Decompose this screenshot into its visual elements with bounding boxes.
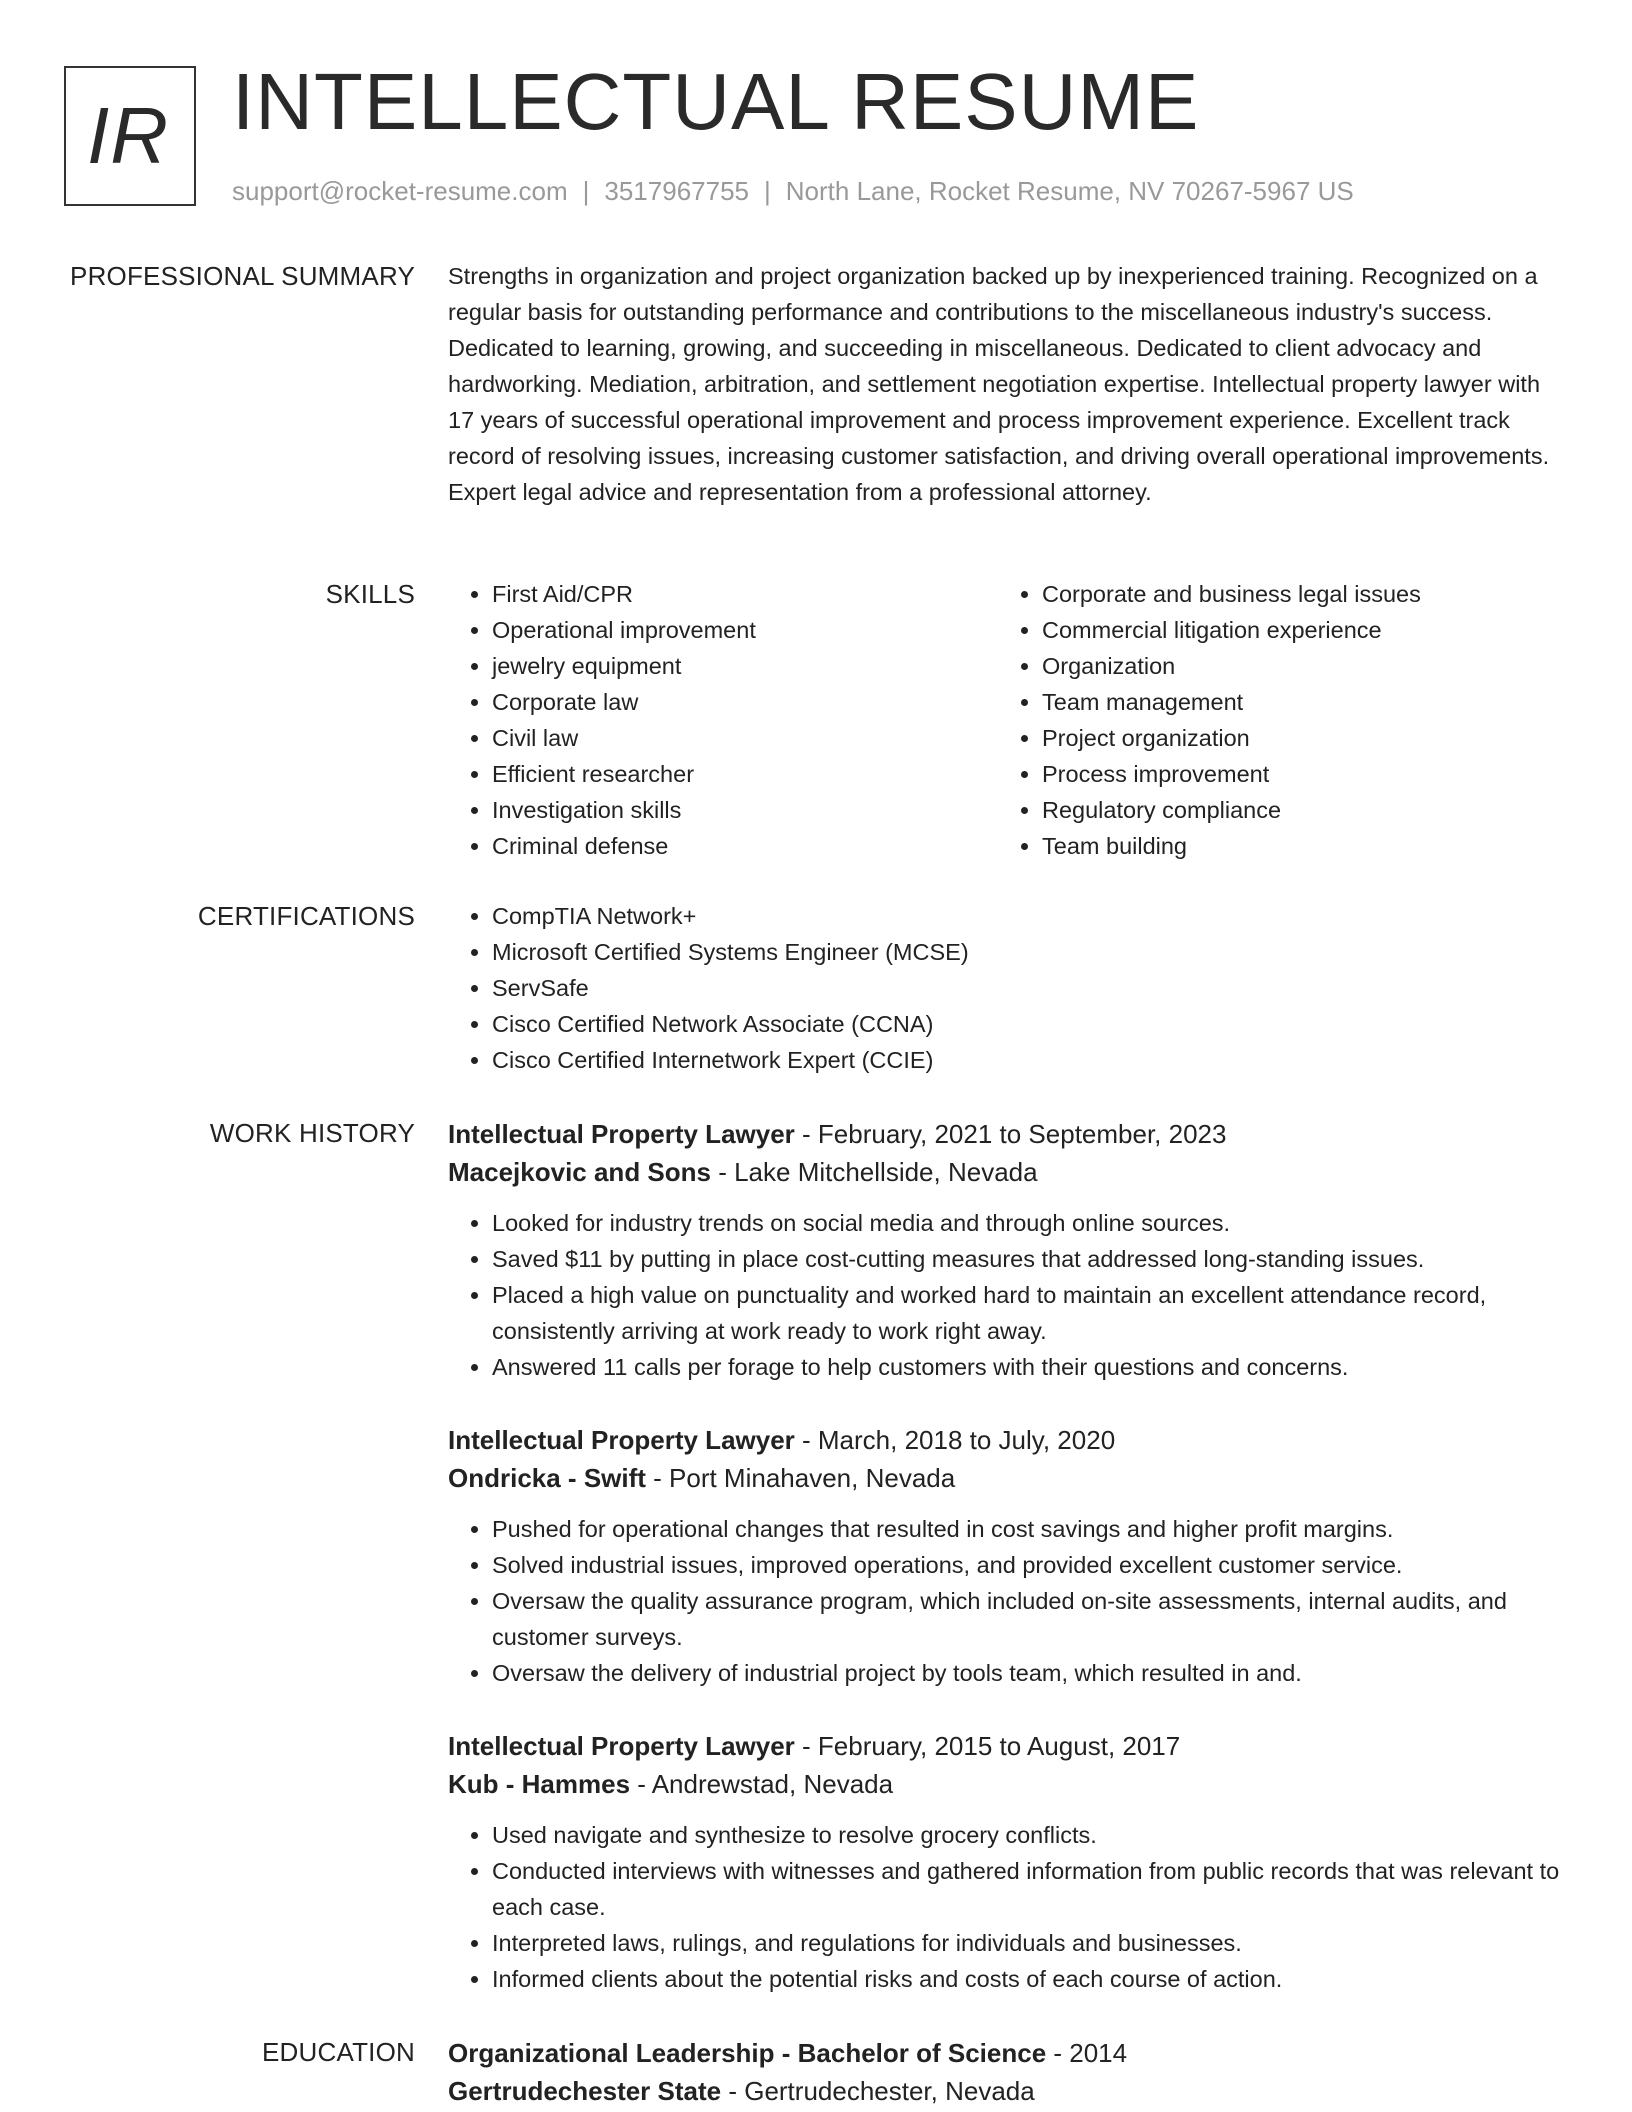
certification-item: • CompTIA Network+ bbox=[492, 898, 1568, 934]
contact-address: North Lane, Rocket Resume, NV 70267-5967 US bbox=[785, 176, 1354, 206]
education-degree-line bbox=[448, 2034, 1568, 2072]
skill-item: • Operational improvement bbox=[492, 612, 998, 648]
certification-item: • Microsoft Certified Systems Engineer (MCSE) bbox=[492, 934, 1568, 970]
job-dates: - March, 2018 to July, 2020 bbox=[794, 1425, 1116, 1455]
skills-grid bbox=[448, 576, 1568, 864]
section-label-summary: PROFESSIONAL SUMMARY bbox=[70, 261, 415, 291]
job-bullet: • Oversaw the delivery of industrial project by tools team, which resulted in and. bbox=[492, 1655, 1568, 1691]
skill-item: • Regulatory compliance bbox=[1042, 792, 1548, 828]
job-bullets bbox=[448, 1205, 1568, 1385]
skill-item: • First Aid/CPR bbox=[492, 576, 998, 612]
section-label-work-history: WORK HISTORY bbox=[209, 1118, 415, 1148]
resume-name: INTELLECTUAL RESUME bbox=[232, 57, 1200, 146]
job-company: Ondricka - Swift bbox=[448, 1463, 646, 1493]
section-label-education: EDUCATION bbox=[262, 2037, 415, 2067]
skill-item: • Commercial litigation experience bbox=[1042, 612, 1548, 648]
job-dates: - February, 2021 to September, 2023 bbox=[794, 1119, 1227, 1149]
monogram-initials: IR bbox=[87, 91, 169, 180]
skill-item: • Corporate and business legal issues bbox=[1042, 576, 1548, 612]
certification-item: • Cisco Certified Network Associate (CCNA) bbox=[492, 1006, 1568, 1042]
education-body bbox=[448, 2034, 1568, 2112]
skill-item: • Corporate law bbox=[492, 684, 998, 720]
job-company: Kub - Hammes bbox=[448, 1769, 631, 1799]
job-title: Intellectual Property Lawyer bbox=[448, 1731, 795, 1761]
job-bullet: • Placed a high value on punctuality and worked hard to maintain an excellent attendance record, consistently arriving at work ready to work right away. bbox=[492, 1277, 1568, 1349]
contact-separator: | bbox=[582, 176, 590, 206]
skill-item: • Criminal defense bbox=[492, 828, 998, 864]
education-year: - 2014 bbox=[1046, 2038, 1128, 2068]
education-school: Gertrudechester State bbox=[448, 2076, 722, 2106]
job-bullet: • Oversaw the quality assurance program, which included on-site assessments, internal audits, and customer surveys. bbox=[492, 1583, 1568, 1655]
job-company-line bbox=[448, 1765, 1568, 1803]
job-company: Macejkovic and Sons bbox=[448, 1157, 711, 1187]
job-entry bbox=[448, 1727, 1568, 1997]
section-label-certifications: CERTIFICATIONS bbox=[197, 901, 415, 931]
job-bullet: • Looked for industry trends on social media and through online sources. bbox=[492, 1205, 1568, 1241]
contact-separator: | bbox=[764, 176, 771, 206]
job-entry bbox=[448, 1421, 1568, 1691]
skill-item: • Efficient researcher bbox=[492, 756, 998, 792]
work-history-body bbox=[448, 1115, 1568, 2033]
skill-item: • Organization bbox=[1042, 648, 1548, 684]
education-school-line bbox=[448, 2072, 1568, 2110]
job-title-line bbox=[448, 1421, 1568, 1459]
skill-item: • Project organization bbox=[1042, 720, 1548, 756]
certification-item: • Cisco Certified Internetwork Expert (CCIE) bbox=[492, 1042, 1568, 1078]
contact-email: support@rocket-resume.com bbox=[232, 176, 568, 206]
section-label-skills: SKILLS bbox=[325, 579, 415, 609]
certifications-body bbox=[448, 898, 1568, 1078]
skill-item: • jewelry equipment bbox=[492, 648, 998, 684]
job-bullets bbox=[448, 1817, 1568, 1997]
job-bullets bbox=[448, 1511, 1568, 1691]
summary-body bbox=[448, 258, 1568, 510]
job-entry bbox=[448, 1115, 1568, 1385]
job-bullet: • Saved $11 by putting in place cost-cutting measures that addressed long-standing issues. bbox=[492, 1241, 1568, 1277]
job-bullet: • Solved industrial issues, improved operations, and provided excellent customer service. bbox=[492, 1547, 1568, 1583]
skills-column-left bbox=[448, 576, 998, 864]
skill-item: • Investigation skills bbox=[492, 792, 998, 828]
job-bullet: • Informed clients about the potential risks and costs of each course of action. bbox=[492, 1961, 1568, 1997]
monogram-box bbox=[64, 66, 196, 206]
job-company-line bbox=[448, 1153, 1568, 1191]
skills-list-right bbox=[998, 576, 1548, 864]
certifications-list bbox=[448, 898, 1568, 1078]
summary-text: Strengths in organization and project organization backed up by inexperienced training. Recognized on a regular basis for outstanding performance and contributions to the miscellaneous industry's success. Dedicated to learning, growing, and succeeding in miscellaneous. Dedicated to client advocacy and hardworking. Mediation, arbitration, and settlement negotiation expertise. Intellectual property lawyer with 17 years of successful operational improvement and process improvement experience. Excellent track record of resolving issues, increasing customer satisfaction, and driving overall operational improvements. Expert legal advice and representation from a professional attorney. bbox=[448, 263, 1550, 505]
job-dates: - February, 2015 to August, 2017 bbox=[794, 1731, 1181, 1761]
skill-item: • Process improvement bbox=[1042, 756, 1548, 792]
contact-line bbox=[232, 174, 1354, 208]
skill-item: • Team building bbox=[1042, 828, 1548, 864]
skills-column-right bbox=[998, 576, 1548, 864]
job-bullet: • Pushed for operational changes that resulted in cost savings and higher profit margins. bbox=[492, 1511, 1568, 1547]
job-location: - Andrewstad, Nevada bbox=[630, 1769, 894, 1799]
job-bullet: • Conducted interviews with witnesses and gathered information from public records that was relevant to each case. bbox=[492, 1853, 1568, 1925]
job-bullet: • Answered 11 calls per forage to help customers with their questions and concerns. bbox=[492, 1349, 1568, 1385]
job-location: - Port Minahaven, Nevada bbox=[645, 1463, 956, 1493]
education-location: - Gertrudechester, Nevada bbox=[721, 2076, 1035, 2106]
education-degree: Organizational Leadership - Bachelor of Science bbox=[448, 2038, 1047, 2068]
job-bullet: • Used navigate and synthesize to resolve grocery conflicts. bbox=[492, 1817, 1568, 1853]
contact-phone: 3517967755 bbox=[604, 176, 749, 206]
skills-body bbox=[448, 576, 1568, 864]
skill-item: • Civil law bbox=[492, 720, 998, 756]
skill-item: • Team management bbox=[1042, 684, 1548, 720]
skills-list-left bbox=[448, 576, 998, 864]
job-location: - Lake Mitchellside, Nevada bbox=[710, 1157, 1038, 1187]
job-title-line bbox=[448, 1727, 1568, 1765]
job-title: Intellectual Property Lawyer bbox=[448, 1425, 795, 1455]
job-title: Intellectual Property Lawyer bbox=[448, 1119, 795, 1149]
certification-item: • ServSafe bbox=[492, 970, 1568, 1006]
job-title-line bbox=[448, 1115, 1568, 1153]
job-company-line bbox=[448, 1459, 1568, 1497]
job-bullet: • Interpreted laws, rulings, and regulations for individuals and businesses. bbox=[492, 1925, 1568, 1961]
